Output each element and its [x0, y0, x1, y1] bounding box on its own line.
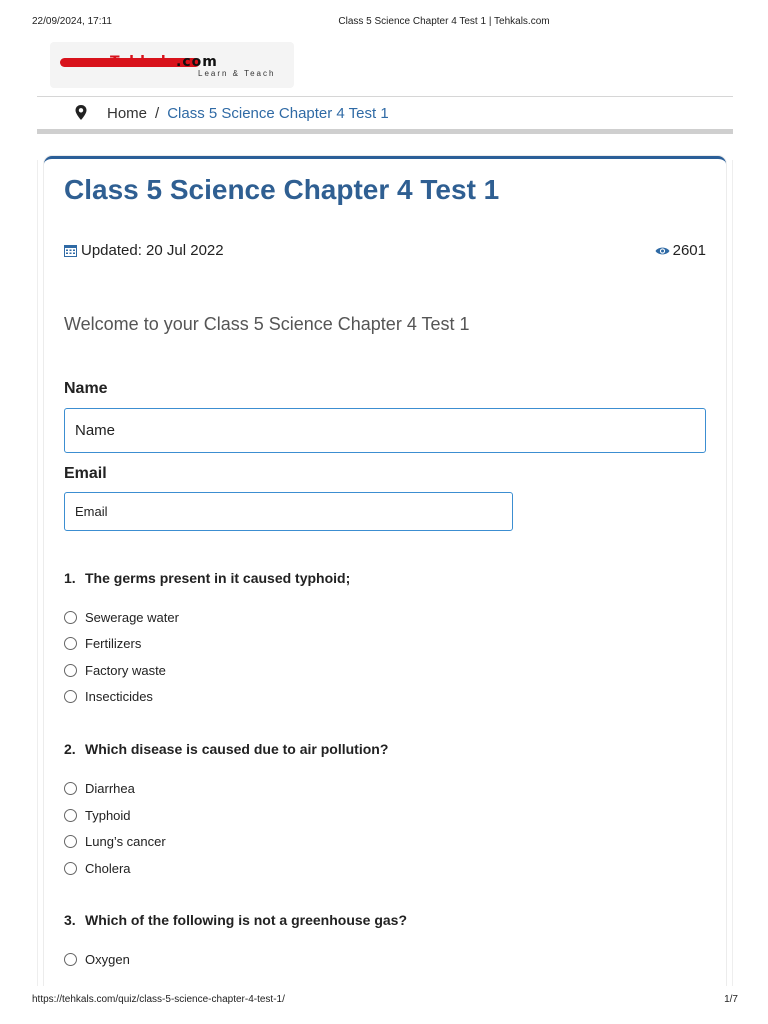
- radio-button[interactable]: [64, 835, 77, 848]
- radio-button[interactable]: [64, 782, 77, 795]
- option-label: Insecticides: [85, 688, 153, 704]
- print-url: https://tehkals.com/quiz/class-5-science-chapter-4-test-1/: [32, 994, 285, 1005]
- welcome-text: Welcome to your Class 5 Science Chapter 4 Test 1: [64, 314, 470, 334]
- email-label: Email: [64, 465, 107, 482]
- print-date: 22/09/2024, 17:11: [32, 16, 112, 27]
- option-label: Cholera: [85, 860, 131, 876]
- question-1: [64, 570, 350, 586]
- question-3: [64, 912, 407, 928]
- radio-button[interactable]: [64, 664, 77, 677]
- breadcrumb-bottom-bar: [37, 129, 733, 134]
- email-input[interactable]: [64, 492, 513, 531]
- calendar-icon: [64, 244, 77, 257]
- question-text: Which disease is caused due to air pollution?: [85, 741, 389, 757]
- page-title: Class 5 Science Chapter 4 Test 1: [64, 174, 500, 205]
- question-text: The germs present in it caused typhoid;: [85, 570, 351, 586]
- option-typhoid[interactable]: [64, 806, 131, 824]
- logo-brand: Tehkals.com: [110, 54, 218, 70]
- question-text: Which of the following is not a greenhouse gas?: [85, 912, 408, 928]
- breadcrumb-separator: /: [155, 104, 160, 122]
- option-label: Lung’s cancer: [85, 833, 166, 849]
- radio-button[interactable]: [64, 637, 77, 650]
- option-oxygen[interactable]: [64, 950, 130, 968]
- print-footer: [0, 994, 768, 1008]
- option-label: Typhoid: [85, 807, 131, 823]
- meta-row: [64, 242, 706, 262]
- print-title: Class 5 Science Chapter 4 Test 1 | Tehkals.com: [338, 16, 550, 27]
- option-label: Oxygen: [85, 951, 130, 967]
- name-input[interactable]: [64, 408, 706, 453]
- option-sewerage-water[interactable]: [64, 608, 179, 626]
- radio-button[interactable]: [64, 809, 77, 822]
- logo-tagline: Learn & Teach: [198, 69, 276, 78]
- option-insecticides[interactable]: [64, 687, 153, 705]
- breadcrumb-divider: [37, 96, 733, 97]
- site-logo[interactable]: [50, 42, 294, 88]
- breadcrumb-home-link[interactable]: Home: [107, 104, 148, 122]
- question-2: [64, 741, 388, 757]
- map-pin-icon: [73, 104, 89, 122]
- option-factory-waste[interactable]: [64, 661, 166, 679]
- updated-date: [64, 242, 224, 259]
- option-diarrhea[interactable]: [64, 779, 135, 797]
- question-number: 2.: [64, 741, 76, 757]
- option-fertilizers[interactable]: [64, 634, 141, 652]
- question-number: 1.: [64, 570, 76, 586]
- breadcrumb-current-link[interactable]: Class 5 Science Chapter 4 Test 1: [167, 104, 389, 122]
- option-lungs-cancer[interactable]: [64, 832, 166, 850]
- option-cholera[interactable]: [64, 859, 131, 877]
- option-label: Diarrhea: [85, 780, 135, 796]
- radio-button[interactable]: [64, 611, 77, 624]
- radio-button[interactable]: [64, 953, 77, 966]
- updated-text: Updated: 20 Jul 2022: [81, 242, 224, 259]
- view-count-text: 2601: [672, 242, 706, 259]
- breadcrumb: [37, 100, 733, 126]
- print-header: [0, 16, 768, 30]
- radio-button[interactable]: [64, 862, 77, 875]
- view-count: [655, 242, 706, 259]
- print-page-number: 1/7: [724, 994, 738, 1005]
- eye-icon: [655, 246, 670, 256]
- option-label: Fertilizers: [85, 635, 142, 651]
- option-label: Factory waste: [85, 662, 166, 678]
- radio-button[interactable]: [64, 690, 77, 703]
- question-number: 3.: [64, 912, 76, 928]
- option-label: Sewerage water: [85, 609, 179, 625]
- quiz-card: [44, 156, 726, 1024]
- name-label: Name: [64, 380, 108, 397]
